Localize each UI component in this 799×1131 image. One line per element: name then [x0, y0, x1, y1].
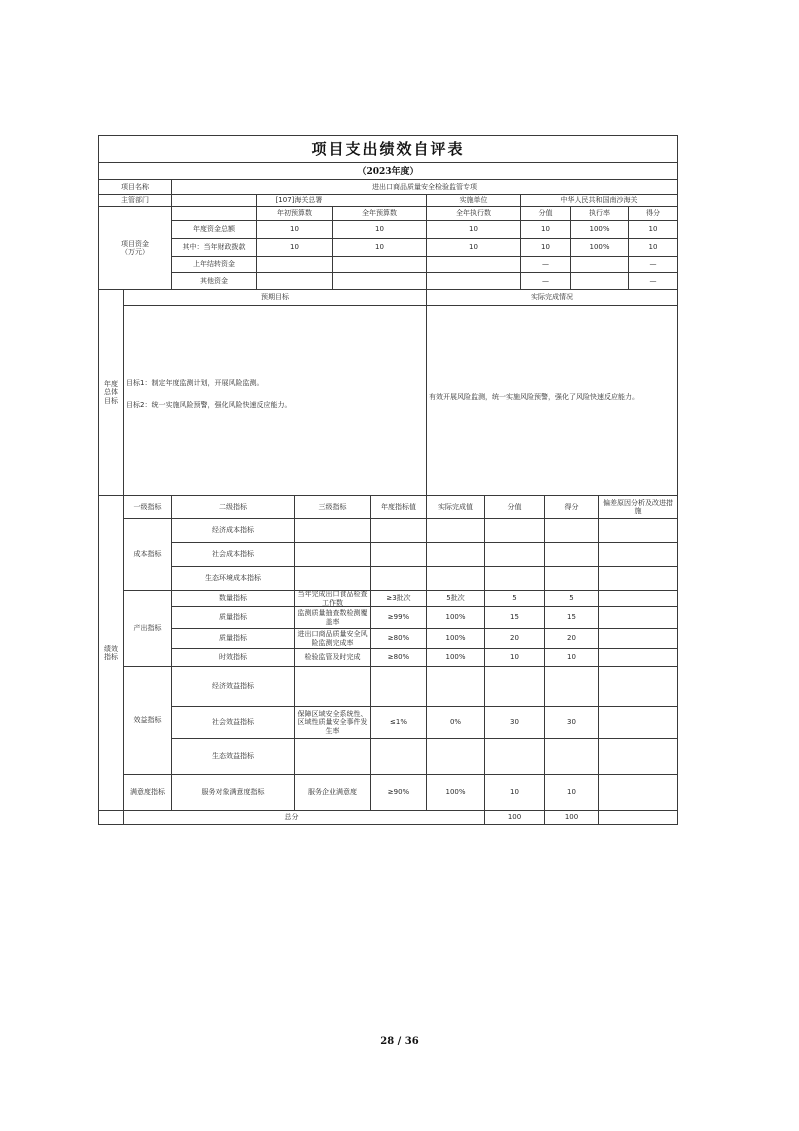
- funds-cell: —: [542, 260, 549, 269]
- output-got: 15: [567, 613, 576, 622]
- output-got: 20: [567, 634, 576, 643]
- output-l3: 当年完成出口食品检查工作数: [297, 591, 368, 606]
- funds-header: 分值: [538, 209, 553, 218]
- funds-cell: 10: [375, 243, 384, 252]
- output-score: 15: [510, 613, 519, 622]
- perf-header: 得分: [564, 502, 579, 511]
- output-score: 5: [512, 594, 517, 603]
- output-l2: 质量指标: [219, 613, 247, 622]
- output-actual: 100%: [445, 653, 466, 662]
- funds-row-label: 年度资金总额: [193, 225, 235, 234]
- benefit-social-l2: 社会效益指标: [212, 718, 254, 727]
- output-indicator-label: 产出指标: [133, 624, 162, 633]
- project-name-value: 进出口商品质量安全检验监管专项: [372, 182, 477, 191]
- funds-cell: 100%: [589, 225, 610, 234]
- perf-header: 二级指标: [219, 502, 247, 511]
- output-l2: 质量指标: [219, 634, 247, 643]
- funds-row-label: 其他资金: [200, 276, 228, 285]
- funds-cell: 100%: [589, 243, 610, 252]
- output-target: ≥3批次: [386, 594, 411, 603]
- funds-cell: —: [649, 260, 657, 269]
- cost-sub-indicator: 经济成本指标: [212, 526, 254, 535]
- benefit-indicator-label: 效益指标: [133, 716, 162, 725]
- output-target: ≥99%: [387, 613, 410, 622]
- output-l3: 检验监管及时完成: [304, 653, 361, 662]
- funds-cell: 10: [541, 243, 550, 252]
- funds-cell: 10: [648, 243, 658, 252]
- actual-results-header: 实际完成情况: [531, 293, 573, 302]
- rule: [123, 305, 678, 306]
- benefit-social-got: 30: [567, 718, 576, 727]
- total-score: 100: [507, 813, 522, 822]
- report-year: （2023年度）: [357, 166, 419, 177]
- output-got: 5: [569, 594, 574, 603]
- funds-cell: 10: [290, 225, 299, 234]
- benefit-social-l3: 保障区域安全系统性、区域性质量安全事件发生率: [297, 709, 368, 735]
- funds-cell: 10: [469, 243, 478, 252]
- impl-value: 中华人民共和国南沙海关: [560, 196, 638, 205]
- funds-cell: 10: [375, 225, 384, 234]
- funds-cell: 10: [648, 225, 658, 234]
- funds-cell: 10: [469, 225, 478, 234]
- output-l3: 进出口商品质量安全风险监测完成率: [297, 630, 368, 647]
- satisfaction-score: 10: [510, 788, 519, 797]
- perf-header: 年度指标值: [381, 502, 416, 511]
- funds-row-label: 上年结转资金: [193, 260, 235, 269]
- rule: [98, 824, 678, 825]
- funds-cell: 10: [541, 225, 550, 234]
- funds-header: 全年预算数: [362, 209, 397, 218]
- rule: [677, 135, 678, 825]
- funds-row-label: 其中：当年财政拨款: [182, 243, 246, 252]
- satisfaction-got: 10: [567, 788, 576, 797]
- satisfaction-indicator-label: 满意度指标: [130, 788, 165, 797]
- benefit-econ: 经济效益指标: [212, 682, 254, 691]
- output-l2: 时效指标: [219, 653, 247, 662]
- goal-1-text: 目标1：制定年度监测计划，开展风险监测。: [126, 378, 264, 387]
- cost-indicator-label: 成本指标: [133, 550, 162, 559]
- output-actual: 100%: [445, 613, 466, 622]
- cost-sub-indicator: 社会成本指标: [212, 550, 254, 559]
- output-got: 10: [567, 653, 576, 662]
- output-l3: 监测质量抽查数检测覆盖率: [297, 609, 368, 626]
- funds-label: 项目资金（万元）: [121, 239, 149, 256]
- funds-cell: —: [649, 276, 657, 285]
- goals-label: 年度总体目标: [104, 379, 118, 405]
- satisfaction-target: ≥90%: [387, 788, 410, 797]
- output-score: 10: [510, 653, 519, 662]
- satisfaction-l3: 服务企业满意度: [308, 788, 357, 797]
- perf-header: 分值: [507, 502, 522, 511]
- page-title: 项目支出绩效自评表: [311, 139, 465, 158]
- perf-header: 偏差原因分析及改进措施: [603, 498, 673, 515]
- satisfaction-l2: 服务对象满意度指标: [201, 788, 265, 797]
- funds-header: 年初预算数: [277, 209, 312, 218]
- expected-goals-header: 预期目标: [261, 293, 289, 302]
- perf-header: 三级指标: [318, 502, 347, 511]
- rule: [598, 495, 599, 825]
- benefit-social-score: 30: [510, 718, 519, 727]
- actual-results-text: 有效开展风险监测，统一实施风险预警，强化了风险快速反应能力。: [429, 392, 639, 401]
- output-actual: 100%: [445, 634, 466, 643]
- funds-cell: 10: [290, 243, 299, 252]
- dept-value: [107]海关总署: [275, 196, 323, 205]
- dept-label: 主管部门: [121, 196, 149, 205]
- funds-header: 得分: [646, 209, 660, 218]
- benefit-social-actual: 0%: [449, 718, 462, 727]
- funds-cell: —: [542, 276, 549, 285]
- perf-header: 实际完成值: [438, 502, 473, 511]
- perf-header: 一级指标: [133, 502, 162, 511]
- output-l2: 数量指标: [219, 594, 247, 603]
- funds-header: 执行率: [589, 209, 610, 218]
- output-target: ≥80%: [387, 634, 410, 643]
- output-score: 20: [510, 634, 519, 643]
- cost-sub-indicator: 生态环境成本指标: [205, 574, 261, 583]
- output-actual: 5批次: [446, 594, 465, 603]
- satisfaction-actual: 100%: [445, 788, 466, 797]
- goal-2-text: 目标2：统一实施风险预警，强化风险快速反应能力。: [126, 400, 292, 409]
- benefit-social-target: ≤1%: [390, 718, 407, 727]
- page-number: 28 / 36: [380, 1036, 419, 1047]
- funds-header: 全年执行数: [456, 209, 491, 218]
- total-label: 总分: [284, 813, 299, 822]
- output-target: ≥80%: [387, 653, 410, 662]
- total-got: 100: [564, 813, 579, 822]
- benefit-eco: 生态效益指标: [212, 752, 254, 761]
- perf-label: 绩效指标: [104, 644, 118, 661]
- project-name-label: 项目名称: [121, 182, 149, 191]
- impl-label: 实施单位: [459, 196, 488, 205]
